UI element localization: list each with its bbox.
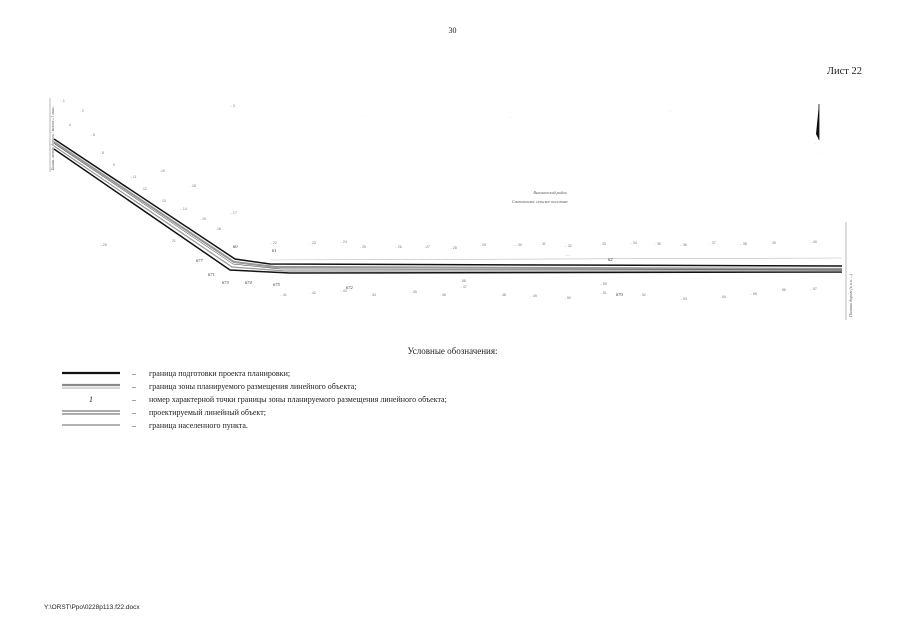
svg-text:.: . <box>815 141 816 145</box>
svg-text:.. 41: .. 41 <box>280 293 287 297</box>
svg-text:. 8: . 8 <box>100 151 104 155</box>
svg-text:.. 57: .. 57 <box>810 287 817 291</box>
svg-text:. 15: . 15 <box>200 217 206 221</box>
north-arrow-icon <box>816 104 819 140</box>
svg-text:. 54: . 54 <box>720 295 726 299</box>
point-label: 672 <box>346 285 353 290</box>
svg-text:.. 26: .. 26 <box>395 245 402 249</box>
svg-text:.. 36: .. 36 <box>680 243 687 247</box>
settlement-boundary <box>270 258 842 260</box>
point-label: 62 <box>608 257 613 262</box>
svg-text:.9: .9 <box>112 163 115 167</box>
svg-text:.. 55: .. 55 <box>750 292 757 296</box>
svg-text:.. 32: .. 32 <box>565 244 572 248</box>
legend-text: проектируемый линейный объект; <box>149 408 266 417</box>
svg-text:.: . <box>670 109 671 113</box>
legend-title: Условные обозначения: <box>407 346 498 356</box>
svg-text:. 31: . 31 <box>540 242 546 246</box>
legend-dash: – <box>132 408 136 417</box>
svg-text:.. 1: .. 1 <box>60 99 65 103</box>
svg-text:.. 14: .. 14 <box>180 207 187 211</box>
left-edge-label: Бывш. лесная дорога / колхоз «1 мая» <box>50 106 55 170</box>
svg-text:.. 3: .. 3 <box>230 104 235 108</box>
point-label: 674 <box>245 280 252 285</box>
svg-text:. 33: . 33 <box>600 242 606 246</box>
svg-text:.16: .16 <box>216 227 221 231</box>
legend-dash: – <box>132 421 136 430</box>
svg-text:. 56: . 56 <box>780 288 786 292</box>
svg-text:.. 6: .. 6 <box>90 133 95 137</box>
point-label: 60 <box>233 244 238 249</box>
point-number-symbol: 1 <box>89 395 93 404</box>
file-path: Y:\ORST\Ppo\0228p113.f22.docx <box>44 604 140 611</box>
thick-line-symbol <box>62 368 120 380</box>
svg-text:. 35: . 35 <box>655 242 661 246</box>
svg-text:. 2: . 2 <box>80 109 84 113</box>
svg-text:.. 49: .. 49 <box>530 294 537 298</box>
svg-text:.....: ..... <box>565 253 570 257</box>
svg-text:.: . <box>818 151 819 155</box>
svg-text:. 50: . 50 <box>565 296 571 300</box>
svg-text:.: . <box>365 114 366 118</box>
legend-text: граница подготовки проекта планировки; <box>149 369 291 378</box>
right-edge-label: Полевая дорога (к н.п. ...) <box>848 273 853 317</box>
svg-text:.. 43: .. 43 <box>340 289 347 293</box>
point-label: 671 <box>208 272 215 277</box>
municipality-label: Сачковичское сельское поселение <box>511 199 569 204</box>
upper-coordinate-row <box>270 240 817 257</box>
svg-text:.. 53: .. 53 <box>680 297 687 301</box>
svg-text:.. 28: .. 28 <box>450 246 457 250</box>
district-label: Выгоничский район <box>533 190 567 195</box>
plan-drawing <box>40 92 855 332</box>
legend-dash: – <box>132 395 136 404</box>
sheet-label: Лист 22 <box>826 66 862 77</box>
svg-text:.. 24: .. 24 <box>340 240 347 244</box>
legend-dash: – <box>132 369 136 378</box>
legend-text: граница населенного пункта. <box>149 421 248 430</box>
svg-text:.. 40: .. 40 <box>810 240 817 244</box>
svg-text:.4: .4 <box>68 123 71 127</box>
svg-text:. 13: . 13 <box>160 199 166 203</box>
svg-text:.. 20: .. 20 <box>100 243 107 247</box>
grey-double-line-symbol <box>62 381 120 393</box>
point-label: 675 <box>273 282 280 287</box>
lower-coordinate-row <box>280 279 817 301</box>
svg-text:.12: .12 <box>142 187 147 191</box>
projected-linear-object <box>54 144 842 271</box>
svg-text:.. 11: .. 11 <box>130 175 137 179</box>
placement-zone <box>54 142 842 271</box>
svg-text:. 37: . 37 <box>710 241 716 245</box>
svg-text:.. 17: .. 17 <box>230 211 237 215</box>
svg-text:. 21: . 21 <box>170 239 176 243</box>
planning-boundary <box>54 139 842 273</box>
legend-text: номер характерной точки границы зоны планируемого размещения линейного объекта; <box>149 395 447 404</box>
point-label: 673 <box>222 280 229 285</box>
svg-text:.. 47: .. 47 <box>460 285 467 289</box>
svg-text:.. 51: .. 51 <box>600 291 607 295</box>
svg-text:.. 34: .. 34 <box>630 241 637 245</box>
svg-text:.. 38: .. 38 <box>740 242 747 246</box>
svg-text:.19: .19 <box>160 169 165 173</box>
grey-thin-line-symbol <box>62 420 120 432</box>
legend-dash: – <box>132 382 136 391</box>
svg-text:. 46: . 46 <box>440 293 446 297</box>
svg-text:. 42: . 42 <box>310 291 316 295</box>
survey-marks <box>60 99 819 247</box>
svg-text:.27: .27 <box>425 245 430 249</box>
svg-text:.. 59: .. 59 <box>600 282 607 286</box>
double-thin-line-symbol <box>62 407 120 419</box>
svg-text:. 25: . 25 <box>360 245 366 249</box>
svg-text:.. 22: .. 22 <box>270 241 277 245</box>
svg-text:.. 30: .. 30 <box>515 243 522 247</box>
page-number: 30 <box>448 26 457 35</box>
svg-text:.: . <box>510 115 511 119</box>
svg-text:. 48: . 48 <box>500 293 506 297</box>
svg-text:. 39: . 39 <box>770 241 776 245</box>
legend-text: граница зоны планируемого размещения линейного объекта; <box>149 382 357 391</box>
svg-text:.. 45: .. 45 <box>410 290 417 294</box>
svg-text:. 52: . 52 <box>640 293 646 297</box>
svg-text:. 18: . 18 <box>190 184 196 188</box>
svg-text:. 29: . 29 <box>480 243 486 247</box>
point-label: 670 <box>616 292 623 297</box>
svg-text:. 23: . 23 <box>310 241 316 245</box>
point-label: 61 <box>272 248 277 253</box>
point-label: 677 <box>196 258 203 263</box>
svg-text:. 44: . 44 <box>370 293 376 297</box>
svg-text:. 58: . 58 <box>460 279 466 283</box>
